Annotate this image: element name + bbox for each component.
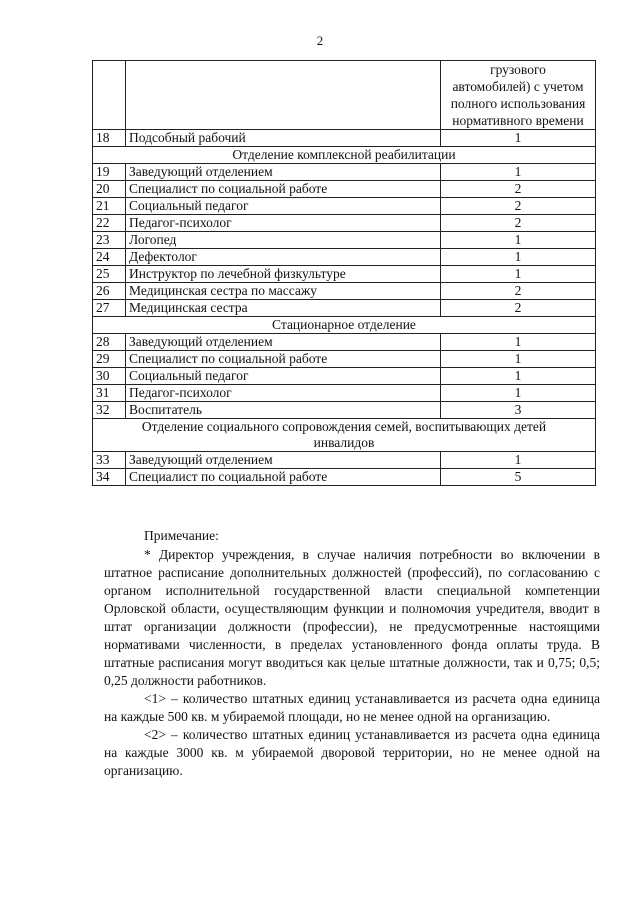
- staff-count: 1: [441, 351, 596, 368]
- section-title: [93, 419, 596, 452]
- row-number: 24: [93, 249, 126, 266]
- position-cell: [126, 61, 441, 130]
- staff-count: 1: [441, 452, 596, 469]
- table-row: [93, 300, 596, 317]
- row-number: 20: [93, 181, 126, 198]
- row-number: 26: [93, 283, 126, 300]
- staff-count: 1: [441, 164, 596, 181]
- table-row: [93, 249, 596, 266]
- position-name: Инструктор по лечебной физкультуре: [126, 266, 441, 283]
- table-row: [93, 452, 596, 469]
- row-number: 32: [93, 402, 126, 419]
- count-header-cell: [441, 61, 596, 130]
- position-name: Дефектолог: [126, 249, 441, 266]
- section-row: [93, 317, 596, 334]
- position-name: Логопед: [126, 232, 441, 249]
- table-row: [93, 164, 596, 181]
- staff-count: 1: [441, 385, 596, 402]
- row-number: 22: [93, 215, 126, 232]
- table-row: [93, 351, 596, 368]
- staff-count: 1: [441, 232, 596, 249]
- position-name: Педагог-психолог: [126, 385, 441, 402]
- staff-count: 2: [441, 283, 596, 300]
- table-row: [93, 130, 596, 147]
- staffing-table: [92, 60, 596, 486]
- position-name: Специалист по социальной работе: [126, 181, 441, 198]
- page-number: 2: [316, 33, 324, 48]
- table-row: [93, 198, 596, 215]
- row-number: 31: [93, 385, 126, 402]
- row-number: 19: [93, 164, 126, 181]
- position-name: Специалист по социальной работе: [126, 469, 441, 486]
- staff-count: 2: [441, 181, 596, 198]
- row-number: 30: [93, 368, 126, 385]
- table-row: [93, 385, 596, 402]
- table-row: [93, 368, 596, 385]
- staff-count: 1: [441, 334, 596, 351]
- position-name: Специалист по социальной работе: [126, 351, 441, 368]
- table-row: [93, 283, 596, 300]
- section-title-line: Отделение социального сопровождения семей, воспитывающих детей: [141, 419, 547, 434]
- row-number: 23: [93, 232, 126, 249]
- table-row: [93, 181, 596, 198]
- position-name: Заведующий отделением: [126, 164, 441, 181]
- position-name: Заведующий отделением: [126, 334, 441, 351]
- row-number: 25: [93, 266, 126, 283]
- position-name: Подсобный рабочий: [126, 130, 441, 147]
- table-row: [93, 215, 596, 232]
- staff-count: 2: [441, 215, 596, 232]
- row-number: 34: [93, 469, 126, 486]
- table-row: [93, 232, 596, 249]
- position-name: Медицинская сестра: [126, 300, 441, 317]
- row-number: 33: [93, 452, 126, 469]
- staff-count: 1: [441, 368, 596, 385]
- header-line: нормативного времени: [452, 113, 584, 128]
- position-name: Заведующий отделением: [126, 452, 441, 469]
- table-row: [93, 334, 596, 351]
- note-paragraph: <2> – количество штатных единиц устанавливается из расчета одна единица на каждые 3000 кв. м убираемой дворовой территории, но не менее одной на организацию.: [104, 727, 600, 778]
- section-title: Отделение комплексной реабилитации: [93, 147, 596, 164]
- note-paragraph: * Директор учреждения, в случае наличия потребности во включении в штатное расписание дополнительных должностей (профессий), по согласованию с органом исполнительной государственной власти специальной компетенции Орловской области, осуществляющим функции и полномочия учредителя, вводит в штат организации должности (профессии), не предусмотренные настоящими нормативами численности, в пределах установленного фонда оплаты труда. В штатные расписания могут вводиться как целые штатные должности, так и 0,75; 0,5; 0,25 должности работников.: [104, 547, 600, 688]
- table-row: [93, 402, 596, 419]
- row-number: 18: [93, 130, 126, 147]
- table-row: [93, 266, 596, 283]
- position-name: Педагог-психолог: [126, 215, 441, 232]
- row-number: 28: [93, 334, 126, 351]
- section-row: [93, 419, 596, 452]
- section-row: [93, 147, 596, 164]
- note-block: [104, 527, 600, 780]
- header-line: грузового: [490, 62, 546, 77]
- row-number: 21: [93, 198, 126, 215]
- staff-count: 1: [441, 249, 596, 266]
- section-title: Стационарное отделение: [93, 317, 596, 334]
- staff-count: 5: [441, 469, 596, 486]
- staff-count: 2: [441, 300, 596, 317]
- position-name: Социальный педагог: [126, 368, 441, 385]
- table-row: [93, 61, 596, 130]
- staff-count: 3: [441, 402, 596, 419]
- staff-count: 2: [441, 198, 596, 215]
- header-line: полного использования: [450, 96, 586, 111]
- header-line: автомобилей) с учетом: [452, 79, 584, 94]
- position-name: Социальный педагог: [126, 198, 441, 215]
- position-name: Воспитатель: [126, 402, 441, 419]
- note-paragraph: <1> – количество штатных единиц устанавливается из расчета одна единица на каждые 500 кв. м убираемой площади, но не менее одной на организацию.: [104, 691, 600, 724]
- note-title: Примечание:: [144, 528, 219, 543]
- position-name: Медицинская сестра по массажу: [126, 283, 441, 300]
- table-row: [93, 469, 596, 486]
- section-title-line: инвалидов: [313, 435, 375, 450]
- staff-count: 1: [441, 130, 596, 147]
- row-number: 29: [93, 351, 126, 368]
- row-number: 27: [93, 300, 126, 317]
- staff-count: 1: [441, 266, 596, 283]
- number-cell: [93, 61, 126, 130]
